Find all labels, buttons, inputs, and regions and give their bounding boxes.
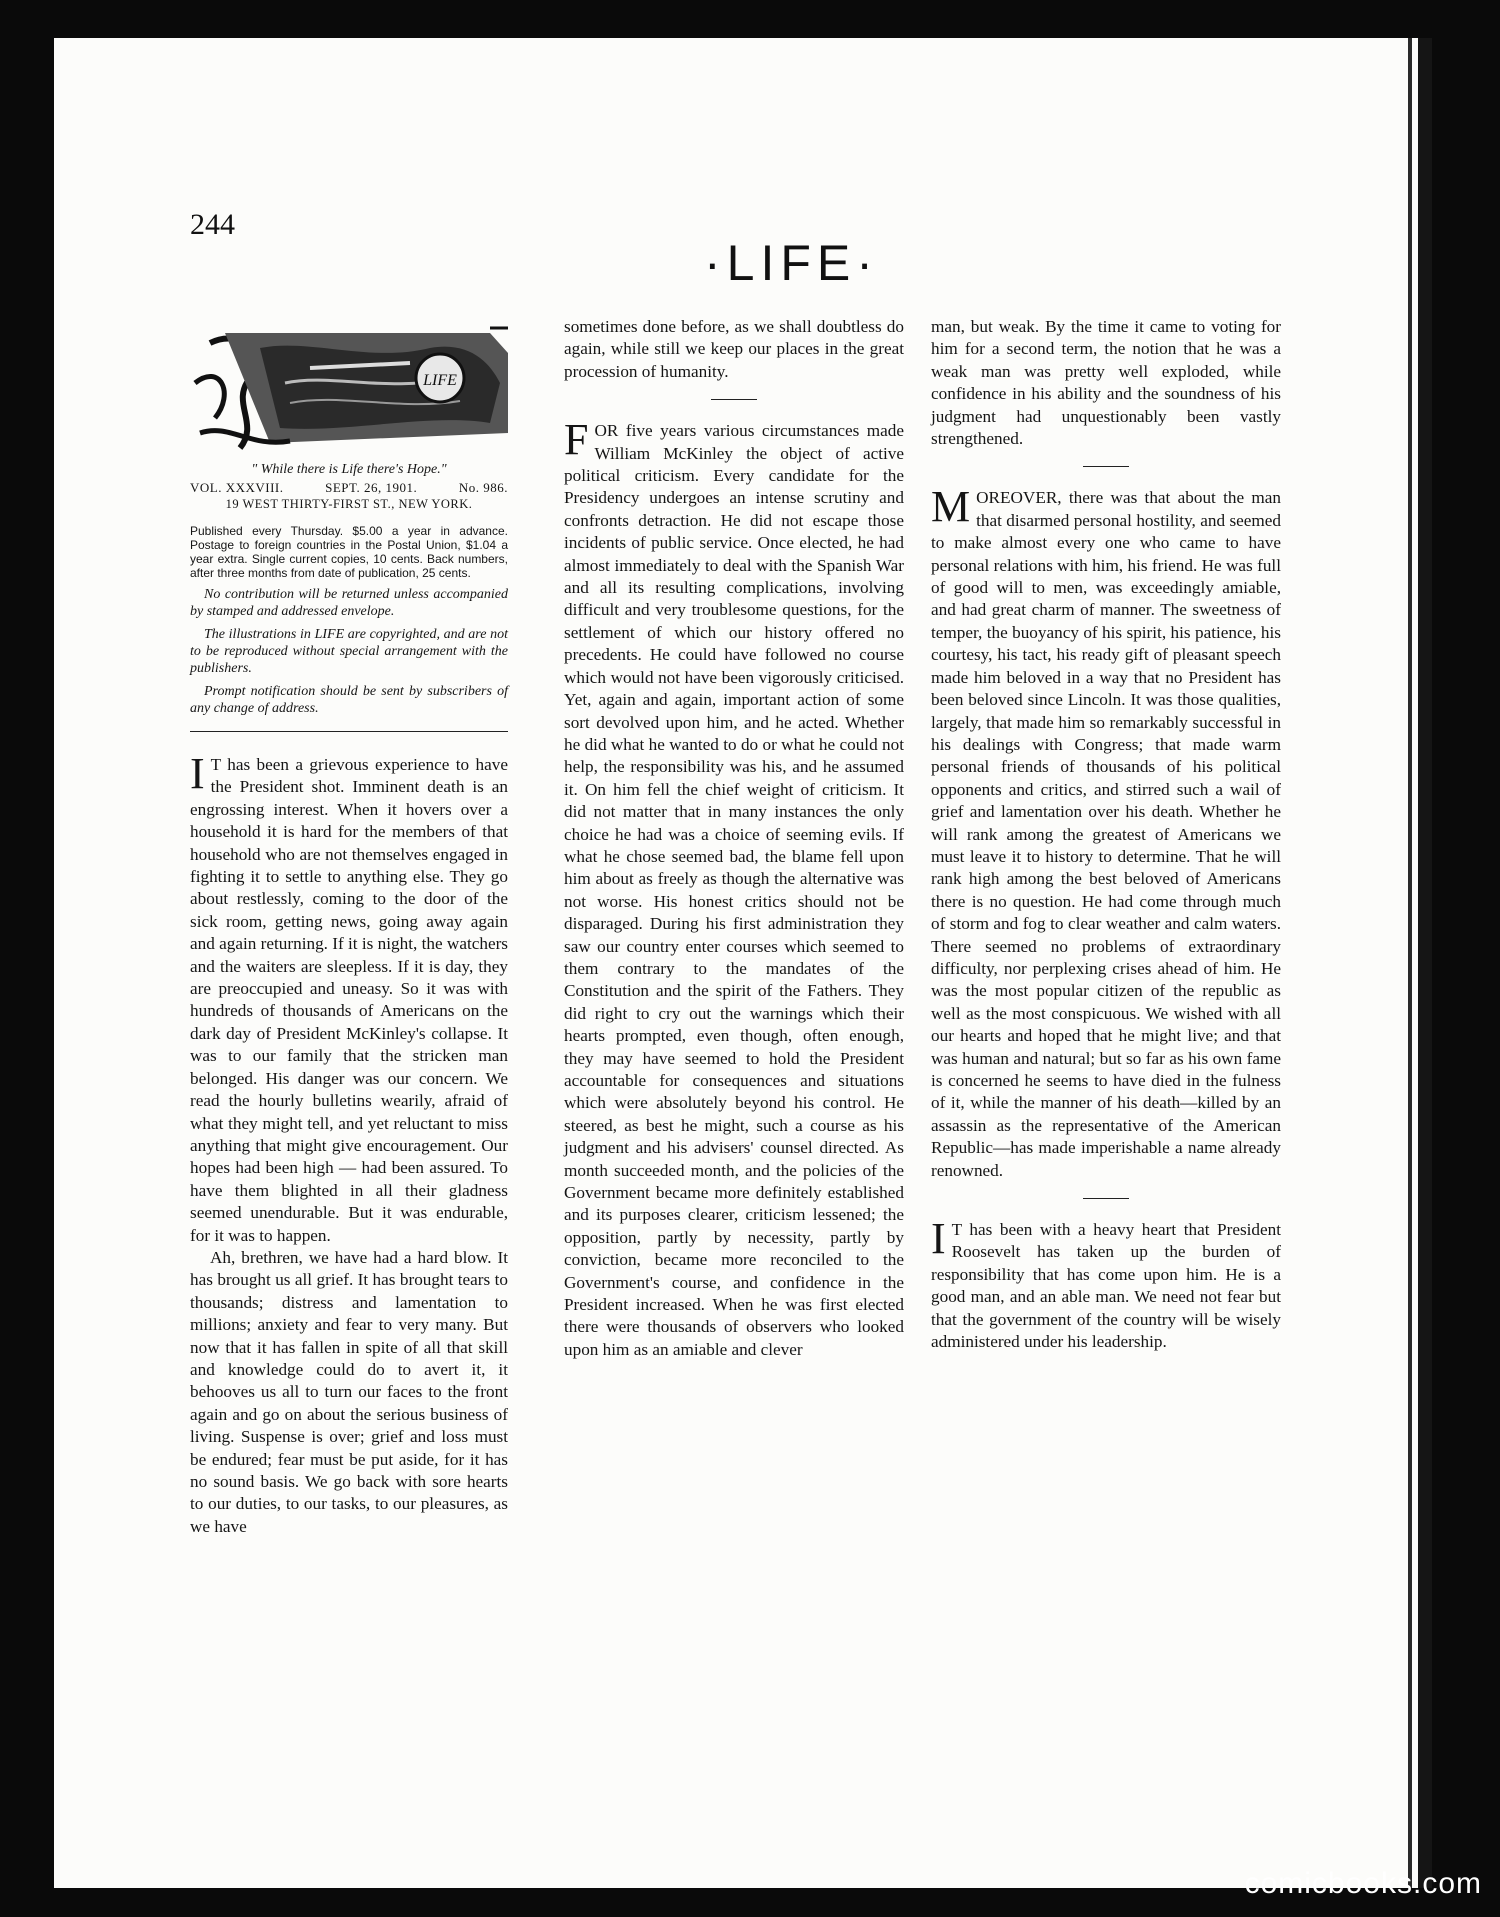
column-2 [564, 316, 904, 1361]
notice-illustrations: The illustrations in LIFE are copyrighted, and are not to be reproduced without special arrangement with the publishers. [190, 627, 508, 676]
article-paragraph-3-continued: man, but weak. By the time it came to voting for him for a second term, the notion that he was a weak man was pretty well exploded, while confidence in his ability and the soundness of his judgment had unquestionably been vastly strengthened. [931, 317, 1281, 449]
column-3 [931, 316, 1281, 1353]
article-paragraph-2-continued: sometimes done before, as we shall doubtless do again, while still we keep our places in the great procession of humanity. [564, 317, 904, 381]
article-paragraph-4: MOREOVER, there was that about the man that disarmed personal hostility, and seemed to make almost every one who came to have personal relations with him, his friend. He was full of good will to men, was exceedingly amiable, and had great charm of manner. The sweetness of temper, the buoyancy of his spirit, his patience, his courtesy, his tact, his ready gift of pleasant speech made him beloved in a way that no President has been beloved since Lincoln. It was those qualities, largely, that made him so remarkably successful in his dealings with Congress; that made warm personal friends of thousands of his political opponents and critics, and stirred such a wail of grief and lamentation over his death. Whether he will rank among the greatest of Americans we must leave it to history to determine. That he will rank high among the best beloved of Americans there is no question. He had come through much of storm and fog to clear weather and calm waters. There seemed no problems of extraordinary difficulty, nor perplexing crises ahead of him. He was the most popular citizen of the republic as well as the most conspicuous. We wished with all our hearts and hoped that he might live; and that was human and natural; but so far as his own fame is concerned he seems to have died in the fulness of it, while the manner of his death—killed by an assassin as the representative of the American Republic—has made imperishable a name already renowned. [931, 482, 1281, 1180]
masthead-title: ·LIFE· [704, 235, 879, 291]
issue-date: SEPT. 26, 1901. [325, 480, 418, 495]
binding-spine [1418, 38, 1432, 1888]
site-watermark: comicbooks.com [1244, 1867, 1482, 1900]
office-address: 19 WEST THIRTY-FIRST ST., NEW YORK. [225, 497, 473, 511]
article-paragraph-5: I T has been with a heavy heart that President Roosevelt has taken up the burden of responsibility that has come upon him. He is a good man, and an able man. We need not fear but that the government of the country will be wisely administered under his leadership. [931, 1214, 1281, 1352]
vignette-logo-text: LIFE [423, 372, 457, 389]
column-1 [190, 323, 508, 1538]
article-paragraph-1: I T has been a grievous experience to have the President shot. Imminent death is an engrossing interest. When it hovers over a household it is hard for the members of that household who are not themselves engaged in fighting it to settle to anything else. They go about restlessly, coming to the door of the sick room, getting news, going away again and again returning. If it is night, the watchers and the waiters are sleepless. If it is day, they are preoccupied and uneasy. So it was with hundreds of thousands of Americans on the dark day of President McKinley's collapse. It was to our family that the stricken man belonged. His danger was our concern. We read the hourly bulletins wearily, afraid of what they might tell, and yet reluctant to miss anything that might give encouragement. Our hopes had been high — had been assured. To have them blighted in all their gladness seemed unendurable. But it was endurable, for it was to happen. [190, 749, 508, 1245]
publication-info: Published every Thursday. $5.00 a year in advance. Postage to foreign countries in the Postal Union, $1.04 a year extra. Single current copies, 10 cents. Back numbers, after three months from date of publication, 25 cents. [190, 524, 508, 580]
issue-number: No. 986. [458, 480, 508, 495]
notice-contributions: No contribution will be returned unless accompanied by stamped and addressed envelope. [190, 587, 508, 619]
divider-rule [190, 731, 508, 732]
magazine-page [54, 38, 1432, 1888]
drop-cap: I [190, 749, 205, 798]
editorial-vignette-illustration [190, 323, 508, 453]
article-paragraph-3: FOR five years various circumstances made William McKinley the object of active political criticism. Every candidate for the Presidency undergoes an intense scrutiny and confronts detraction. He did not escape those incidents of public service. Once elected, he had almost immediately to deal with the Spanish War and all its resulting complications, involving difficult and very troublesome questions, for the settlement of which our history offered no precedents. He could have followed no course which would not have been vigorously criticised. Yet, again and again, important action of some sort devolved upon him, and he acted. Whether he did what he wanted to do or what he could not help, the responsibility was his, and he assumed it. On him fell the chief weight of criticism. It did not matter that in many instances the only choice he had was a choice of seeming evils. If what he chose seemed bad, the blame fell upon him about as freely as though the alternative was not worse. His honest critics should not be disparaged. During his first administration they saw our country enter courses which seemed to them contrary to the mandates of the Constitution and the spirit of the Fathers. They did right to cry out the warnings which their hearts prompted, even though, often enough, they may have seemed to hold the President accountable for consequences and situations which were absolutely beyond his control. He steered, as best he might, such a course as his judgment and his advisers' counsel directed. As month succeeded month, and the policies of the Government became more definitely established and its purposes clearer, criticism lessened; the opposition, partly by necessity, partly by conviction, became more reconciled to the Government's course, and confidence in the President increased. When he was first elected there were thousands of observers who looked upon him as an amiable and clever [564, 415, 904, 1359]
motto: " While there is Life there's Hope." [251, 462, 447, 477]
notice-address-change: Prompt notification should be sent by subscribers of any change of address. [190, 684, 508, 716]
page-edge [1408, 38, 1412, 1888]
section-separator [1083, 1198, 1129, 1199]
drop-cap: I [931, 1214, 946, 1264]
article-paragraph-2: Ah, brethren, we have had a hard blow. It has brought us all grief. It has brought tears to thousands; distress and lamentation to millions; anxiety and fear to very many. But now that it has fallen in spite of all that skill and knowledge could do to avert it, it behooves us all to turn our faces to the front again and go on about the serious business of living. Suspense is over; grief and loss must be endured; fear must be put aside, for it has no sound basis. We go back with sore hearts to our duties, to our tasks, to our pleasures, as we have [190, 1247, 508, 1536]
page-number: 244 [190, 208, 235, 241]
section-separator [1083, 466, 1129, 467]
volume-line [190, 479, 508, 496]
drop-cap: M [931, 482, 971, 532]
section-separator [711, 399, 757, 400]
drop-cap: F [564, 415, 589, 465]
volume: VOL. XXXVIII. [190, 480, 284, 495]
